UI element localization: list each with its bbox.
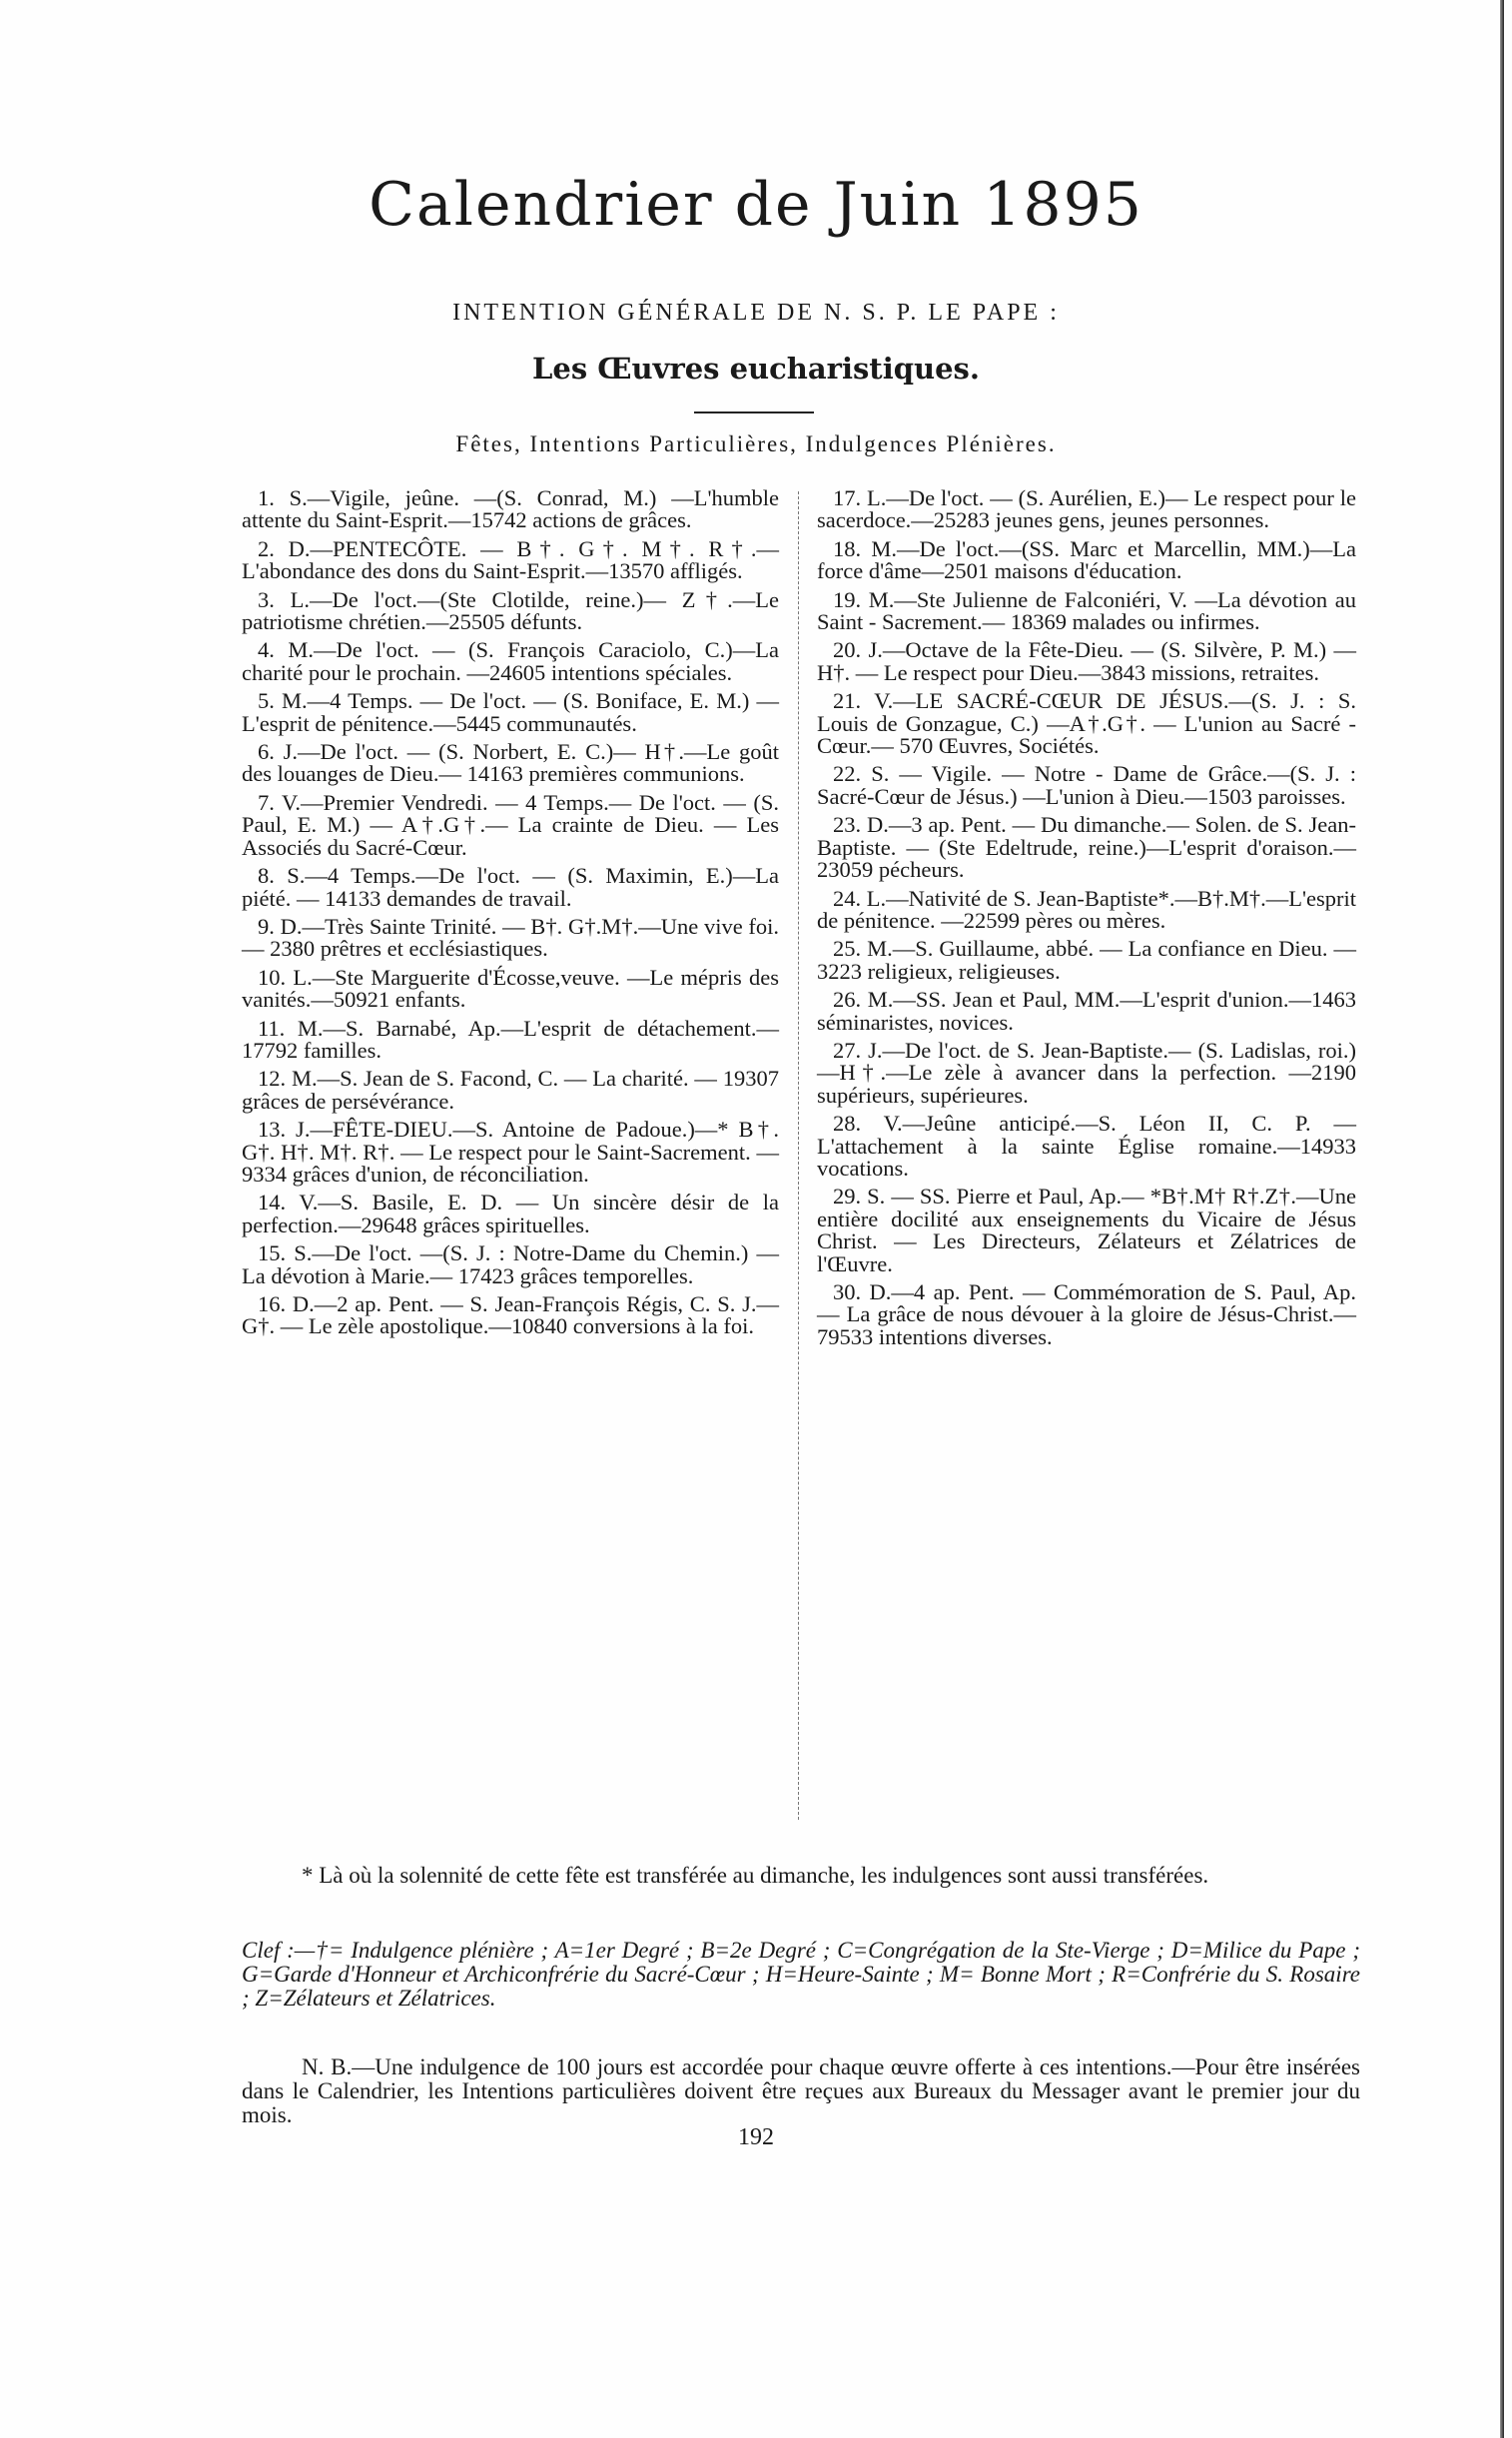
general-intention-heading: INTENTION GÉNÉRALE DE N. S. P. LE PAPE : [452, 300, 1060, 326]
calendar-entry: 8. S.—4 Temps.—De l'oct. — (S. Maximin, E.)—La piété. — 14133 demandes de travail. [242, 863, 779, 911]
calendar-entry: 16. D.—2 ap. Pent. — S. Jean-François Régis, C. S. J.—G†. — Le zèle apostolique.—10840 conversions à la foi. [242, 1291, 779, 1339]
calendar-entry: 30. D.—4 ap. Pent. — Commémoration de S. Paul, Ap. — La grâce de nous dévouer à la gloire de Jésus-Christ.— 79533 intentions diverses. [817, 1279, 1356, 1349]
calendar-entry: 6. J.—De l'oct. — (S. Norbert, E. C.)— H†.—Le goût des louanges de Dieu.— 14163 premières communions. [242, 739, 779, 787]
page-number: 192 [738, 2124, 774, 2150]
calendar-entry: 20. J.—Octave de la Fête-Dieu. — (S. Silvère, P. M.) — H†. — Le respect pour Dieu.—3843 missions, retraites. [817, 637, 1356, 685]
calendar-entry: 5. M.—4 Temps. — De l'oct. — (S. Boniface, E. M.) — L'esprit de pénitence.—5445 communautés. [242, 688, 779, 736]
calendar-entry: 3. L.—De l'oct.—(Ste Clotilde, reine.)— Z†.—Le patriotisme chrétien.—25505 défunts. [242, 586, 779, 635]
calendar-entry: 24. L.—Nativité de S. Jean-Baptiste*.—B†.M†.—L'esprit de pénitence. —22599 pères ou mères. [817, 885, 1356, 933]
page-title: Calendrier de Juin 1895 [369, 170, 1143, 240]
calendar-entry: 29. S. — SS. Pierre et Paul, Ap.— *B†.M† R†.Z†.—Une entière docilité aux enseignements du Vicaire de Jésus Christ. — Les Directeurs, Zélateurs et Zélatrices de l'Œuvre. [817, 1184, 1356, 1276]
calendar-entry: 2. D.—PENTECÔTE. — B†. G†. M†. R†.—L'abondance des dons du Saint-Esprit.—13570 affligés. [242, 535, 779, 584]
right-column [817, 487, 1356, 1354]
intention-subtitle: Les Œuvres eucharistiques. [532, 352, 980, 386]
page-edge-shadow [1500, 0, 1504, 2438]
calendar-entry: 19. M.—Ste Julienne de Falconiéri, V. —La dévotion au Saint - Sacrement.— 18369 malades ou infirmes. [817, 586, 1356, 635]
calendar-entry: 26. M.—SS. Jean et Paul, MM.—L'esprit d'union.—1463 séminaristes, novices. [817, 987, 1356, 1035]
calendar-entry: 18. M.—De l'oct.—(SS. Marc et Marcellin, MM.)—La force d'âme—2501 maisons d'éducation. [817, 535, 1356, 584]
calendar-entry: 1. S.—Vigile, jeûne. —(S. Conrad, M.) —L'humble attente du Saint-Esprit.—15742 actions de grâces. [242, 485, 779, 533]
left-column [242, 487, 779, 1344]
calendar-entry: 4. M.—De l'oct. — (S. François Caraciolo, C.)—La charité pour le prochain. —24605 intentions spéciales. [242, 637, 779, 685]
calendar-entry: 23. D.—3 ap. Pent. — Du dimanche.— Solen. de S. Jean-Baptiste. — (Ste Edeltrude, reine.)—L'esprit d'oraison.—23059 pécheurs. [817, 812, 1356, 883]
calendar-entry: 9. D.—Très Sainte Trinité. — B†. G†.M†.—Une vive foi. — 2380 prêtres et ecclésiastiques. [242, 913, 779, 962]
calendar-entry: 27. J.—De l'oct. de S. Jean-Baptiste.— (S. Ladislas, roi.)—H†.—Le zèle à avancer dans la perfection. —2190 supérieurs, supérieures. [817, 1037, 1356, 1108]
calendar-entry: 22. S. — Vigile. — Notre - Dame de Grâce.—(S. J. : Sacré-Cœur de Jésus.) —L'union à Dieu.—1503 paroisses. [817, 761, 1356, 809]
calendar-entry: 13. J.—FÊTE-DIEU.—S. Antoine de Padoue.)—* B†. G†. H†. M†. R†. — Le respect pour le Saint-Sacrement. — 9334 grâces d'union, de réconciliation. [242, 1117, 779, 1187]
title-rule [694, 411, 814, 413]
section-header: Fêtes, Intentions Particulières, Indulgences Plénières. [455, 431, 1057, 456]
nota-bene: N. B.—Une indulgence de 100 jours est accordée pour chaque œuvre offerte à ces intentions.—Pour être insérées dans le Calendrier, les Intentions particulières doivent être reçues aux Bureaux du Messager avant le premier jour du mois. [242, 2054, 1360, 2127]
symbol-key: Clef :—†= Indulgence plénière ; A=1er Degré ; B=2e Degré ; C=Congrégation de la Ste-Vierge ; D=Milice du Pape ; G=Garde d'Honneur et Archiconfrérie du Sacré-Cœur ; H=Heure-Sainte ; M= Bonne Mort ; R=Confrérie du S. Rosaire ; Z=Zélateurs et Zélatrices. [242, 1938, 1360, 2011]
calendar-entry: 28. V.—Jeûne anticipé.—S. Léon II, C. P. — L'attachement à la sainte Église romaine.—14933 vocations. [817, 1111, 1356, 1181]
column-divider [798, 491, 800, 1820]
calendar-entry: 7. V.—Premier Vendredi. — 4 Temps.— De l'oct. — (S. Paul, E. M.) — A†.G†.— La crainte de Dieu. — Les Associés du Sacré-Cœur. [242, 789, 779, 860]
calendar-entry: 15. S.—De l'oct. —(S. J. : Notre-Dame du Chemin.) — La dévotion à Marie.— 17423 grâces temporelles. [242, 1240, 779, 1288]
calendar-entry: 14. V.—S. Basile, E. D. — Un sincère désir de la perfection.—29648 grâces spirituelles. [242, 1190, 779, 1237]
calendar-entry: 17. L.—De l'oct. — (S. Aurélien, E.)— Le respect pour le sacerdoce.—25283 jeunes gens, jeunes personnes. [817, 485, 1356, 533]
calendar-entry: 12. M.—S. Jean de S. Facond, C. — La charité. — 19307 grâces de persévérance. [242, 1066, 779, 1114]
footnote: * Là où la solennité de cette fête est transférée au dimanche, les indulgences sont aussi transférées. [302, 1863, 1209, 1888]
calendar-entry: 21. V.—LE SACRÉ-CŒUR DE JÉSUS.—(S. J. : S. Louis de Gonzague, C.) —A†.G†. — L'union au Sacré - Cœur.— 570 Œuvres, Sociétés. [817, 688, 1356, 759]
calendar-entry: 25. M.—S. Guillaume, abbé. — La confiance en Dieu. — 3223 religieux, religieuses. [817, 936, 1356, 984]
calendar-entry: 11. M.—S. Barnabé, Ap.—L'esprit de détachement.—17792 familles. [242, 1015, 779, 1063]
calendar-entry: 10. L.—Ste Marguerite d'Écosse,veuve. —Le mépris des vanités.—50921 enfants. [242, 964, 779, 1013]
